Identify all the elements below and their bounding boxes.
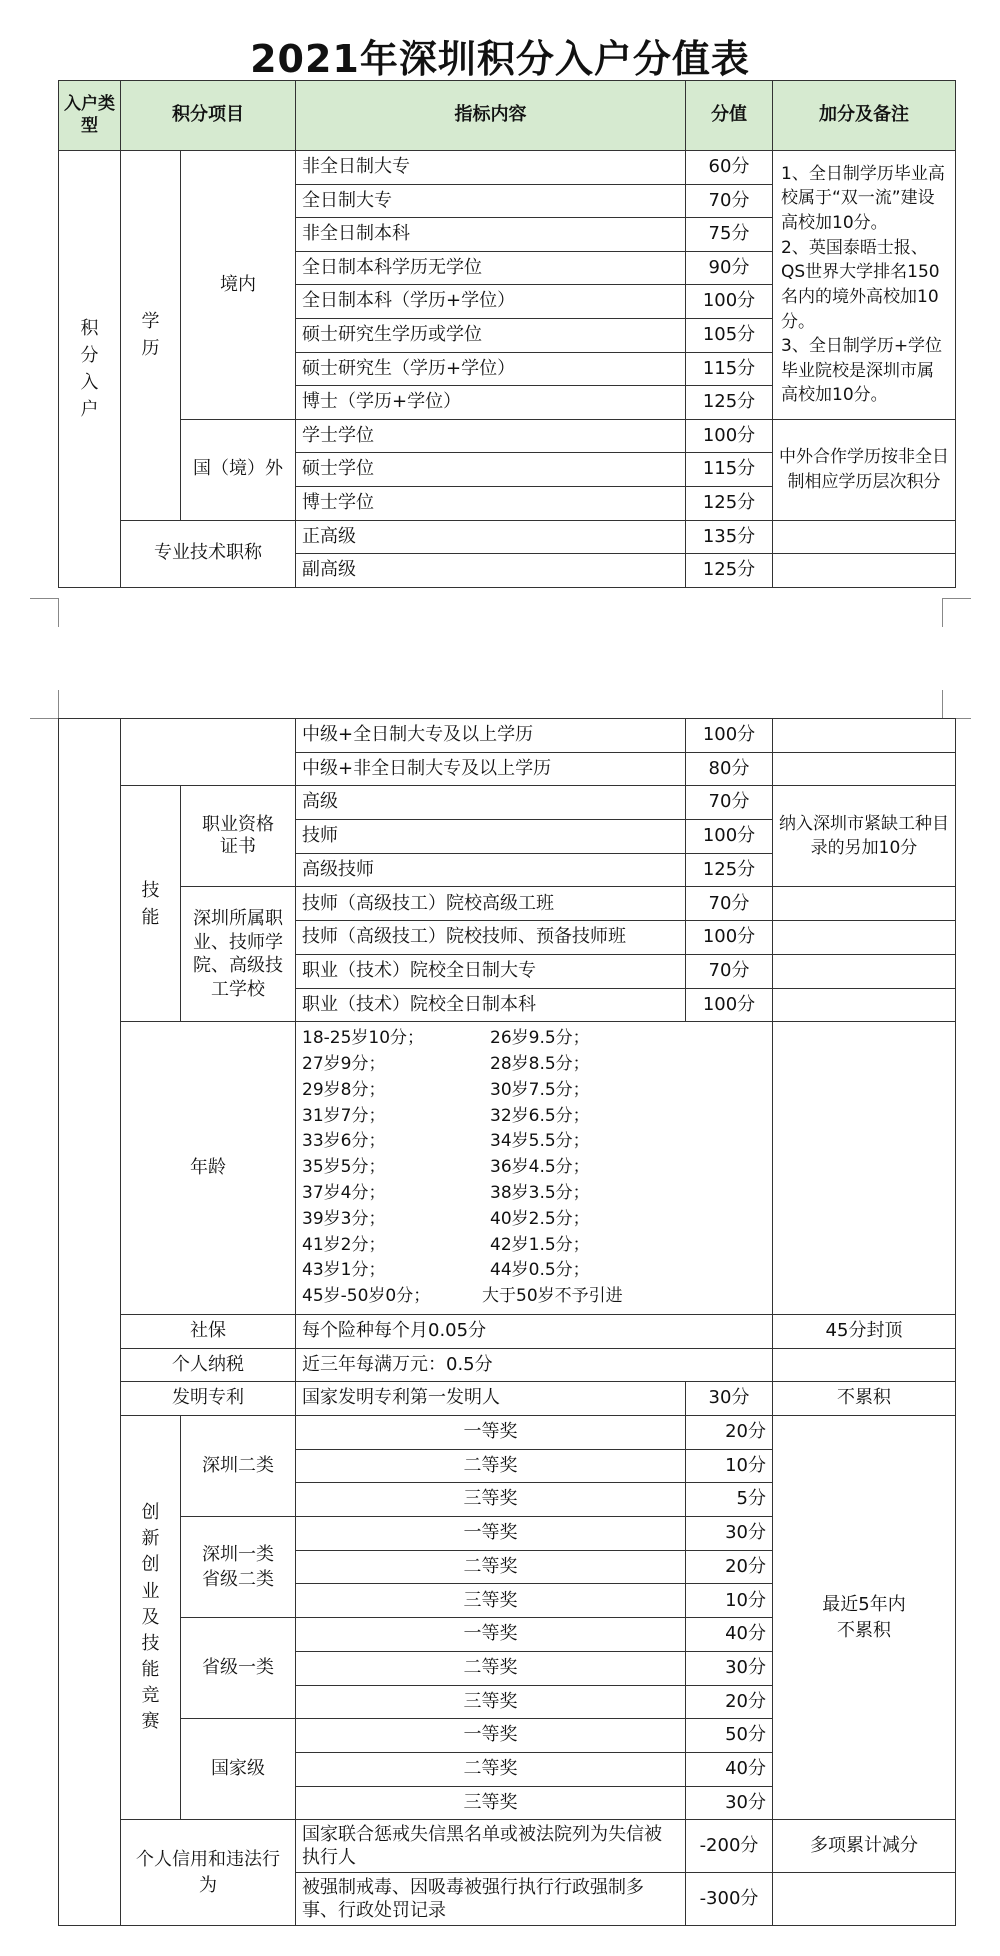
age-score: 35岁5分； <box>302 1157 386 1178</box>
score-cell: 100分 <box>686 419 773 453</box>
score-cell: 125分 <box>686 386 773 420</box>
age-score: 37岁4分； <box>302 1182 386 1203</box>
score-cell: 10分 <box>686 1584 773 1618</box>
score-cell: 30分 <box>686 1517 773 1551</box>
credit-note: 多项累计减分 <box>773 1820 956 1873</box>
score-cell: 20分 <box>686 1416 773 1450</box>
domestic-note: 1、全日制学历毕业高校属于“双一流”建设高校加10分。 2、英国泰晤士报、QS世界大学排名150名内的境外高校加10分。 3、全日制学历+学位毕业院校是深圳市属高校加10分。 <box>773 151 956 420</box>
prize-cell: 二等奖 <box>296 1752 686 1786</box>
empty-note <box>773 988 956 1022</box>
empty-note <box>773 554 956 588</box>
content-cell: 学士学位 <box>296 419 686 453</box>
cert-note: 纳入深圳市紧缺工种目录的另加10分 <box>773 786 956 887</box>
age-line <box>302 1026 766 1052</box>
content-cell: 博士学位 <box>296 486 686 520</box>
score-cell: 80分 <box>686 752 773 786</box>
age-line <box>302 1129 766 1155</box>
prize-cell: 三等奖 <box>296 1483 686 1517</box>
content-cell: 技师（高级技工）院校技师、预备技师班 <box>296 921 686 955</box>
competition-note: 最近5年内不累积 <box>773 1416 956 1820</box>
page-title: 2021年深圳积分入户分值表 <box>250 37 750 81</box>
age-score: 40岁2.5分； <box>490 1208 590 1229</box>
score-cell: 40分 <box>686 1752 773 1786</box>
table-row <box>59 1348 956 1382</box>
header-score: 分值 <box>686 81 773 151</box>
age-line <box>302 1052 766 1078</box>
score-cell: 100分 <box>686 921 773 955</box>
empty-note <box>773 520 956 554</box>
empty-note <box>773 752 956 786</box>
school-label: 深圳所属职业、技师学院、高级技工学校 <box>181 887 296 1022</box>
cert-label: 职业资格证书 <box>181 786 296 887</box>
tax-label: 个人纳税 <box>121 1348 296 1382</box>
content-cell: 硕士研究生（学历+学位） <box>296 352 686 386</box>
table-row <box>59 1382 956 1416</box>
age-score: 31岁7分； <box>302 1105 386 1126</box>
social-note: 45分封顶 <box>773 1314 956 1348</box>
empty-note <box>773 921 956 955</box>
content-cell: 职业（技术）院校全日制大专 <box>296 954 686 988</box>
score-cell: 50分 <box>686 1719 773 1753</box>
social-label: 社保 <box>121 1314 296 1348</box>
age-line <box>302 1104 766 1130</box>
score-cell: 5分 <box>686 1483 773 1517</box>
score-cell: 75分 <box>686 218 773 252</box>
content-cell: 被强制戒毒、因吸毒被强行执行行政强制多事、行政处罚记录 <box>296 1873 686 1926</box>
title-pro-continuation <box>121 719 296 786</box>
prize-cell: 二等奖 <box>296 1449 686 1483</box>
comp-group-label: 国家级 <box>181 1719 296 1820</box>
score-cell: 135分 <box>686 520 773 554</box>
score-cell: 125分 <box>686 486 773 520</box>
prize-cell: 二等奖 <box>296 1651 686 1685</box>
content-cell: 中级+非全日制大专及以上学历 <box>296 752 686 786</box>
score-cell: 30分 <box>686 1651 773 1685</box>
prize-cell: 一等奖 <box>296 1517 686 1551</box>
score-table-part2 <box>58 718 956 1926</box>
category-label: 积分入户 <box>59 151 121 588</box>
age-score: 32岁6.5分； <box>490 1105 590 1126</box>
content-cell: 技师（高级技工）院校高级工班 <box>296 887 686 921</box>
empty-note <box>773 719 956 753</box>
score-cell: 115分 <box>686 453 773 487</box>
score-cell: 10分 <box>686 1449 773 1483</box>
age-score: 44岁0.5分； <box>490 1260 590 1281</box>
header-type: 入户类型 <box>59 81 121 151</box>
comp-group-label: 深圳二类 <box>181 1416 296 1517</box>
score-cell: 125分 <box>686 853 773 887</box>
empty-note <box>773 1348 956 1382</box>
competition-label: 创新创业及技能竞赛 <box>121 1416 181 1820</box>
domestic-label: 境内 <box>181 151 296 420</box>
score-cell: 30分 <box>686 1786 773 1820</box>
content-cell: 国家联合惩戒失信黑名单或被法院列为失信被执行人 <box>296 1820 686 1873</box>
score-cell: -200分 <box>686 1820 773 1873</box>
score-cell: 115分 <box>686 352 773 386</box>
credit-label: 个人信用和违法行为 <box>121 1820 296 1926</box>
age-line <box>302 1284 766 1310</box>
content-cell: 高级技师 <box>296 853 686 887</box>
table-row <box>59 1314 956 1348</box>
prize-cell: 二等奖 <box>296 1550 686 1584</box>
content-cell: 中级+全日制大专及以上学历 <box>296 719 686 753</box>
empty-note <box>773 887 956 921</box>
age-score: 39岁3分； <box>302 1208 386 1229</box>
score-cell: 100分 <box>686 719 773 753</box>
age-score: 18-25岁10分； <box>302 1028 425 1049</box>
age-line <box>302 1258 766 1284</box>
age-score-list <box>296 1022 773 1315</box>
score-table-part1 <box>58 80 956 588</box>
page-corner-mark <box>30 690 59 719</box>
age-score: 42岁1.5分； <box>490 1234 590 1255</box>
score-cell: 70分 <box>686 887 773 921</box>
title-pro-label: 专业技术职称 <box>121 520 296 587</box>
content-cell: 非全日制本科 <box>296 218 686 252</box>
age-score: 26岁9.5分； <box>490 1028 590 1049</box>
score-cell: 100分 <box>686 820 773 854</box>
empty-note <box>773 954 956 988</box>
age-line <box>302 1233 766 1259</box>
content-cell: 国家发明专利第一发明人 <box>296 1382 686 1416</box>
age-score: 43岁1分； <box>302 1260 386 1281</box>
content-cell: 职业（技术）院校全日制本科 <box>296 988 686 1022</box>
overseas-label: 国（境）外 <box>181 419 296 520</box>
score-cell: 70分 <box>686 786 773 820</box>
table-row <box>59 1416 956 1450</box>
header-content: 指标内容 <box>296 81 686 151</box>
score-cell: 20分 <box>686 1550 773 1584</box>
table-row <box>59 719 956 753</box>
age-score: 29岁8分； <box>302 1079 386 1100</box>
skills-label: 技能 <box>121 786 181 1022</box>
age-line <box>302 1155 766 1181</box>
content-cell: 全日制本科学历无学位 <box>296 251 686 285</box>
prize-cell: 一等奖 <box>296 1416 686 1450</box>
score-cell: 30分 <box>686 1382 773 1416</box>
header-item: 积分项目 <box>121 81 296 151</box>
table-row <box>59 520 956 554</box>
education-label: 学历 <box>121 151 181 521</box>
page-corner-mark <box>30 598 59 627</box>
age-score: 30岁7.5分； <box>490 1079 590 1100</box>
page-corner-mark <box>942 690 971 719</box>
score-cell: 70分 <box>686 954 773 988</box>
header-notes: 加分及备注 <box>773 81 956 151</box>
patent-note: 不累积 <box>773 1382 956 1416</box>
page-corner-mark <box>942 598 971 627</box>
score-cell: 100分 <box>686 285 773 319</box>
score-cell: 20分 <box>686 1685 773 1719</box>
age-score: 34岁5.5分； <box>490 1131 590 1152</box>
table-row <box>59 887 956 921</box>
prize-cell: 三等奖 <box>296 1685 686 1719</box>
score-cell: 90分 <box>686 251 773 285</box>
age-score: 28岁8.5分； <box>490 1053 590 1074</box>
content-cell: 正高级 <box>296 520 686 554</box>
content-cell: 硕士研究生学历或学位 <box>296 318 686 352</box>
score-cell: -300分 <box>686 1873 773 1926</box>
score-cell: 105分 <box>686 318 773 352</box>
age-score: 33岁6分； <box>302 1131 386 1152</box>
content-cell: 全日制大专 <box>296 184 686 218</box>
age-line <box>302 1207 766 1233</box>
comp-group-label: 深圳一类省级二类 <box>181 1517 296 1618</box>
score-cell: 70分 <box>686 184 773 218</box>
tax-content: 近三年每满万元：0.5分 <box>296 1348 773 1382</box>
age-row <box>59 1022 956 1315</box>
table-row <box>59 419 956 453</box>
table-row <box>59 151 956 185</box>
age-score: 27岁9分； <box>302 1053 386 1074</box>
age-score: 45岁-50岁0分； <box>302 1286 431 1307</box>
score-cell: 60分 <box>686 151 773 185</box>
age-line <box>302 1078 766 1104</box>
category-continuation <box>59 719 121 1926</box>
age-score: 41岁2分； <box>302 1234 386 1255</box>
score-cell: 100分 <box>686 988 773 1022</box>
table-row <box>59 786 956 820</box>
content-cell: 高级 <box>296 786 686 820</box>
age-score: 38岁3.5分； <box>490 1182 590 1203</box>
table-row <box>59 1820 956 1873</box>
score-cell: 125分 <box>686 554 773 588</box>
score-cell: 40分 <box>686 1618 773 1652</box>
table-header-row <box>59 81 956 151</box>
patent-label: 发明专利 <box>121 1382 296 1416</box>
content-cell: 非全日制大专 <box>296 151 686 185</box>
empty-note <box>773 1873 956 1926</box>
content-cell: 全日制本科（学历+学位） <box>296 285 686 319</box>
age-label: 年龄 <box>121 1022 296 1315</box>
age-score: 36岁4.5分； <box>490 1157 590 1178</box>
prize-cell: 一等奖 <box>296 1719 686 1753</box>
age-line <box>302 1181 766 1207</box>
prize-cell: 三等奖 <box>296 1584 686 1618</box>
age-score: 大于50岁不予引进 <box>482 1286 623 1307</box>
comp-group-label: 省级一类 <box>181 1618 296 1719</box>
prize-cell: 三等奖 <box>296 1786 686 1820</box>
content-cell: 副高级 <box>296 554 686 588</box>
content-cell: 技师 <box>296 820 686 854</box>
content-cell: 硕士学位 <box>296 453 686 487</box>
content-cell: 博士（学历+学位） <box>296 386 686 420</box>
social-content: 每个险种每个月0.05分 <box>296 1314 773 1348</box>
overseas-note: 中外合作学历按非全日制相应学历层次积分 <box>773 419 956 520</box>
empty-note <box>773 1022 956 1315</box>
prize-cell: 一等奖 <box>296 1618 686 1652</box>
